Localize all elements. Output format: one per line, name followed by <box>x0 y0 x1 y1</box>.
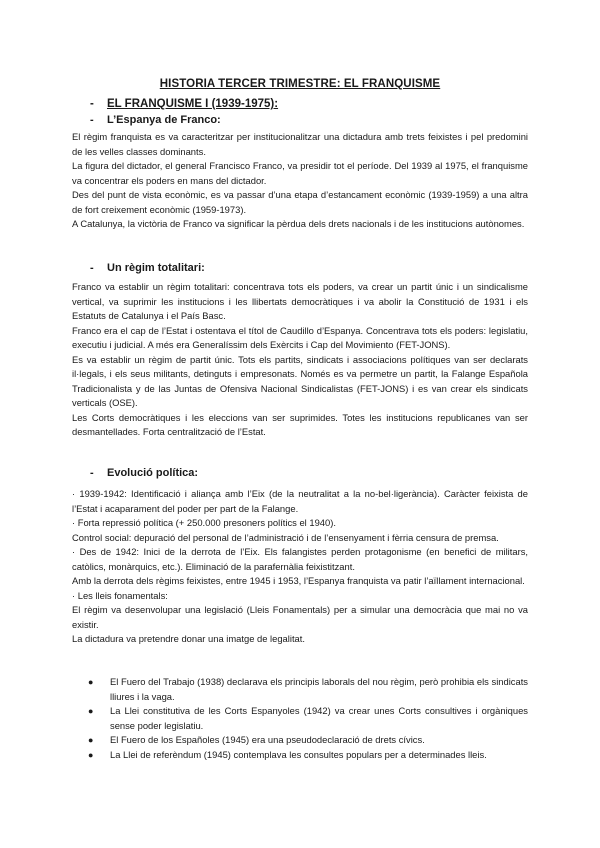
paragraph: El règim va desenvolupar una legislació (Lleis Fonamentals) per a simular una democràcia que mai no va existir. <box>72 604 528 630</box>
paragraph: A Catalunya, la victòria de Franco va significar la pèrdua dels drets nacionals i de les institucions autònomes. <box>72 218 525 229</box>
paragraph: Franco va establir un règim totalitari: concentrava tots els poders, va crear un partit únic i un sindicalisme vertical, va suprimir les institucions i les llibertats democràtiques i va abolir la Constitució de 1931 i els Estatuts de Catalunya i el País Basc. <box>72 281 528 321</box>
paragraph: El règim franquista es va caracteritzar per institucionalitzar una dictadura amb trets feixistes i pel predomini de les velles classes dominants. <box>72 131 528 157</box>
paragraph: Franco era el cap de l’Estat i ostentava el títol de Caudillo d’Espanya. Concentrava tots els poders: legislatiu, executiu i judicial. A més era Generalíssim dels Exèrcits i Cap del Movimiento (FET-JONS). <box>72 324 528 350</box>
subsection-heading-text: Un règim totalitari: <box>107 262 205 274</box>
paragraph: Amb la derrota dels règims feixistes, entre 1945 i 1953, l’Espanya franquista va patir l’aïllament internacional. <box>72 575 525 586</box>
subsection-heading-text: Evolució política: <box>107 467 199 479</box>
subsection-heading-totalitari <box>90 262 205 274</box>
subsection-heading-espanya <box>90 114 221 126</box>
paragraph: Es va establir un règim de partit únic. Tots els partits, sindicats i associacions polítiques van ser declarats il·legals, i els seus militants, detinguts i empresonats. Només es va permetre un partit, la Falange Española Tradicionalista y de las Juntas de Ofensiva Nacional Sindicalistas (FET-JONS) i es van crear els sindicats verticals (OSE). <box>72 353 528 408</box>
subsection-dash: - <box>90 467 94 479</box>
paragraph: La figura del dictador, el general Francisco Franco, va presidir tot el període. Del 1939 al 1975, el franquisme va concentrar els poders en mans del dictador. <box>72 160 528 186</box>
section-heading-text: EL FRANQUISME I (1939-1975): <box>107 98 279 110</box>
paragraph: · 1939-1942: Identificació i aliança amb l’Eix (de la neutralitat a la no-bel·ligerància). Caràcter feixista de l’Estat i acaparament del poder per part de la Falange. <box>72 488 528 514</box>
paragraph: Control social: depuració del personal de l’administració i de l’ensenyament i fèrria censura de premsa. <box>72 531 499 543</box>
subsection-dash: - <box>90 114 94 126</box>
paragraph: · Les lleis fonamentals: <box>72 589 168 601</box>
list-item-text: La Llei de referèndum (1945) contemplava les consultes populars per a determinades lleis. <box>110 748 487 760</box>
list-item <box>72 704 528 733</box>
list-item-text: La Llei constitutiva de les Corts Espanyoles (1942) va crear unes Corts consultives i orgàniques sense poder legislatiu. <box>110 705 528 731</box>
list-item <box>72 733 528 748</box>
paragraph: Des del punt de vista econòmic, es va passar d’una etapa d’estancament econòmic (1939-1959) a una altra de fort creixement econòmic (1959-1973). <box>72 189 528 215</box>
bullet-icon: ● <box>88 706 94 716</box>
section-dash: - <box>90 98 94 110</box>
list-item <box>72 748 528 763</box>
paragraph: · Des de 1942: Inici de la derrota de l’Eix. Els falangistes perden protagonisme (en benefici de militars, catòlics, monàrquics, etc.). Eliminació de la parafernàlia feixistitzant. <box>72 546 528 572</box>
fundamental-laws-list <box>72 675 528 762</box>
list-item-text: El Fuero de los Españoles (1945) era una pseudodeclaració de drets cívics. <box>110 734 425 745</box>
bullet-icon: ● <box>88 749 94 760</box>
paragraph: · Forta repressió política (+ 250.000 presoners polítics el 1940). <box>72 517 336 528</box>
document-title: HISTORIA TERCER TRIMESTRE: EL FRANQUISME <box>159 78 441 90</box>
list-item <box>72 675 528 704</box>
subsection-body-espanya <box>72 130 528 232</box>
bullet-icon: ● <box>88 735 94 745</box>
paragraph: Les Corts democràtiques i les eleccions van ser suprimides. Totes les institucions republicanes van ser desmantellades. Forta centralització de l’Estat. <box>72 411 528 437</box>
section-heading <box>90 98 278 110</box>
subsection-heading-evolucio <box>90 467 198 479</box>
bullet-icon: ● <box>88 677 94 687</box>
subsection-body-evolucio <box>72 487 528 647</box>
subsection-body-totalitari <box>72 280 528 440</box>
paragraph: La dictadura va pretendre donar una imatge de legalitat. <box>72 633 305 644</box>
subsection-heading-text: L’Espanya de Franco: <box>107 114 221 126</box>
subsection-dash: - <box>90 262 94 274</box>
list-item-text: El Fuero del Trabajo (1938) declarava els principis laborals del nou règim, però prohibia els sindicats lliures i la vaga. <box>110 676 528 702</box>
